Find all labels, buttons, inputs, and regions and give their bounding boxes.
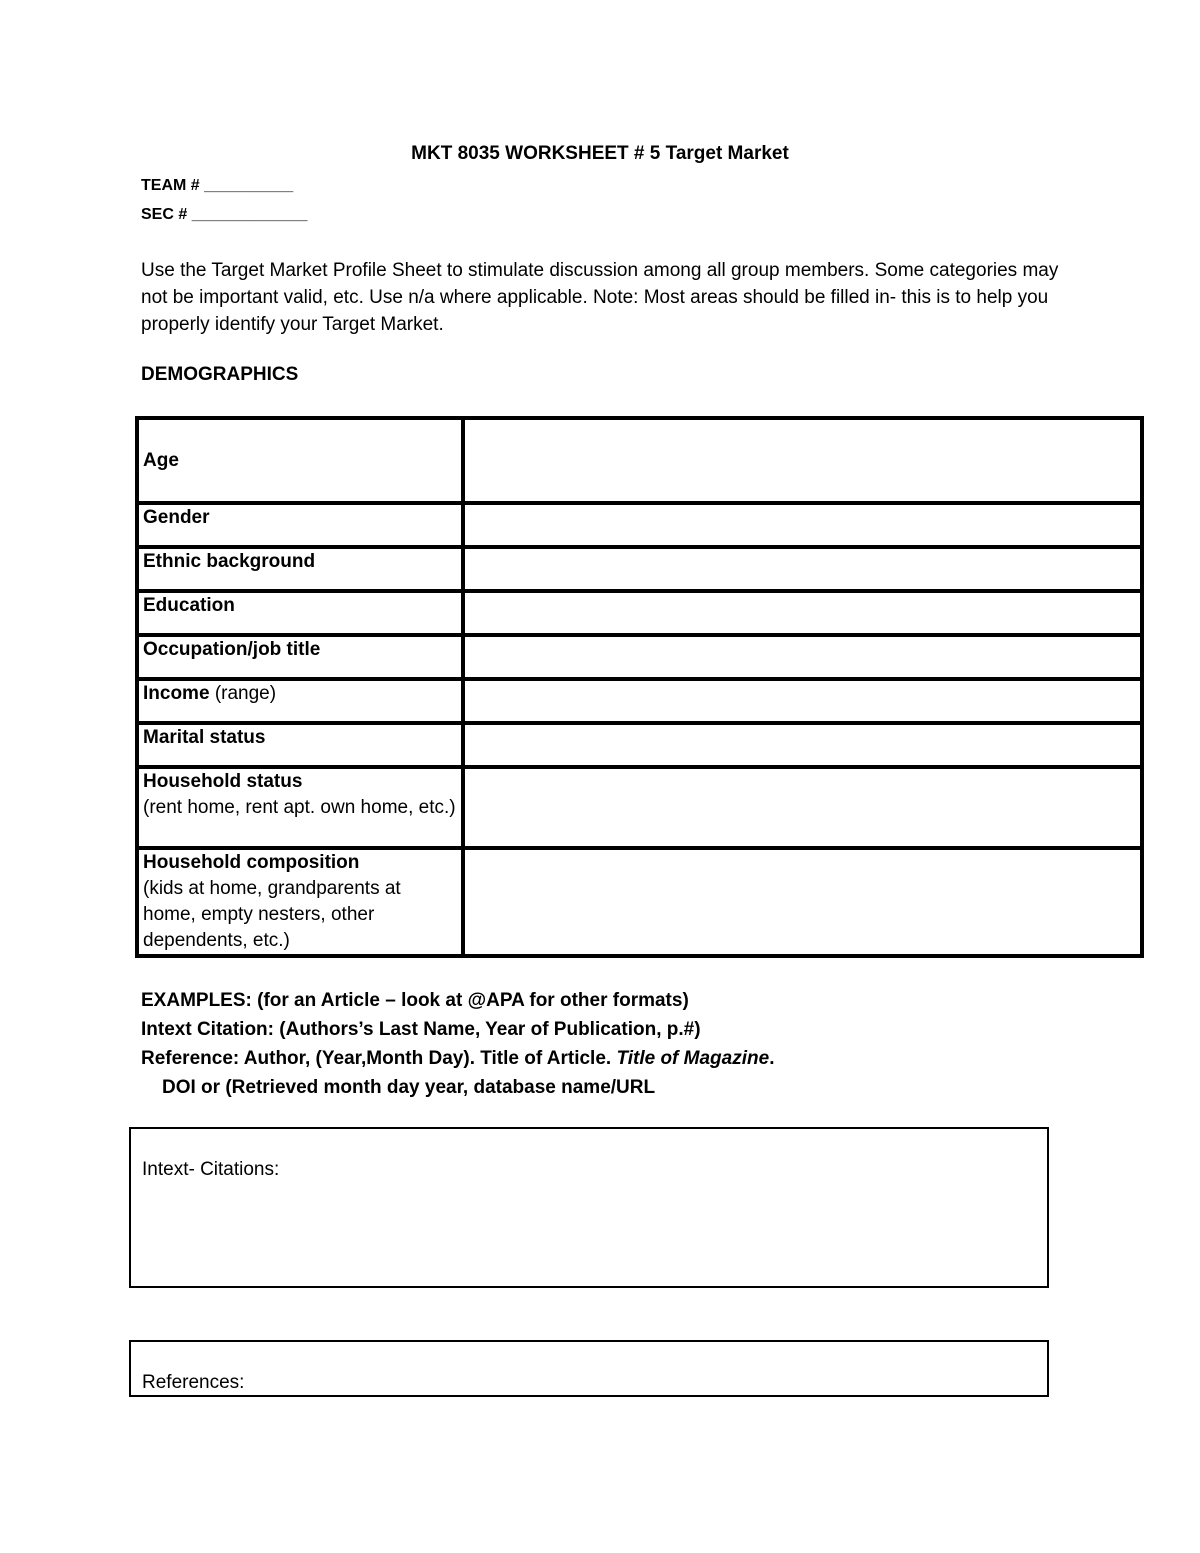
education-input-cell[interactable]: [463, 591, 1142, 635]
household-composition-input-cell[interactable]: [463, 848, 1142, 956]
gender-input-cell[interactable]: [463, 503, 1142, 547]
row-label-cell: [137, 547, 463, 591]
household-status-input-cell[interactable]: [463, 767, 1142, 848]
row-note: (kids at home, grandparents at home, empty nesters, other dependents, etc.): [143, 878, 401, 951]
row-label-cell: [137, 679, 463, 723]
table-row: [137, 723, 1142, 767]
row-label-cell: [137, 635, 463, 679]
row-label-cell: [137, 418, 463, 503]
table-row: [137, 848, 1142, 956]
row-label: Income: [143, 683, 210, 704]
row-label-cell: [137, 848, 463, 956]
examples-line: EXAMPLES: (for an Article – look at @APA for other formats): [141, 990, 689, 1011]
occupation-input-cell[interactable]: [463, 635, 1142, 679]
intext-citation-example: Intext Citation: (Authors’s Last Name, Year of Publication, p.#): [141, 1019, 701, 1040]
ethnic-background-input-cell[interactable]: [463, 547, 1142, 591]
row-label: Occupation/job title: [143, 639, 321, 660]
row-label: Age: [143, 449, 179, 471]
intext-citations-label: Intext- Citations:: [142, 1159, 280, 1180]
references-box[interactable]: [129, 1340, 1049, 1397]
citation-examples: [141, 986, 774, 1102]
references-label: References:: [142, 1372, 245, 1393]
intext-citations-box[interactable]: [129, 1127, 1049, 1288]
income-input-cell[interactable]: [463, 679, 1142, 723]
row-note: (rent home, rent apt. own home, etc.): [143, 797, 456, 818]
table-row: [137, 679, 1142, 723]
table-row: [137, 418, 1142, 503]
table-row: [137, 591, 1142, 635]
age-input-cell[interactable]: [463, 418, 1142, 503]
page-title: MKT 8035 WORKSHEET # 5 Target Market: [411, 143, 789, 164]
marital-status-input-cell[interactable]: [463, 723, 1142, 767]
instructions-paragraph: Use the Target Market Profile Sheet to stimulate discussion among all group members. Some categories may not be important valid, etc. Use n/a where applicable. Note: Most areas should be filled in- this is to help you properly identify your Target Market.: [141, 260, 1059, 335]
table-row: [137, 547, 1142, 591]
demographics-table: [135, 416, 1144, 958]
demographics-heading: DEMOGRAPHICS: [141, 364, 299, 385]
row-label: Gender: [143, 507, 210, 528]
table-row: [137, 767, 1142, 848]
section-number-field[interactable]: SEC # _____________: [141, 206, 308, 223]
row-label-cell: [137, 767, 463, 848]
row-label: Ethnic background: [143, 551, 316, 572]
reference-example: [141, 1044, 774, 1073]
row-label: Education: [143, 595, 235, 616]
table-row: [137, 503, 1142, 547]
table-row: [137, 635, 1142, 679]
reference-example-text: Reference: Author, (Year,Month Day). Title of Article.: [141, 1048, 617, 1069]
doi-example: DOI or (Retrieved month day year, database name/URL: [162, 1077, 656, 1098]
reference-example-end: .: [769, 1048, 775, 1069]
magazine-title-example: Title of Magazine: [616, 1048, 770, 1069]
row-label: Marital status: [143, 727, 266, 748]
row-label-cell: [137, 723, 463, 767]
team-number-field[interactable]: TEAM # __________: [141, 177, 294, 194]
row-label-cell: [137, 503, 463, 547]
row-label: Household composition: [143, 852, 360, 873]
row-label: Household status: [143, 771, 303, 792]
row-note: (range): [214, 683, 277, 704]
row-label-cell: [137, 591, 463, 635]
